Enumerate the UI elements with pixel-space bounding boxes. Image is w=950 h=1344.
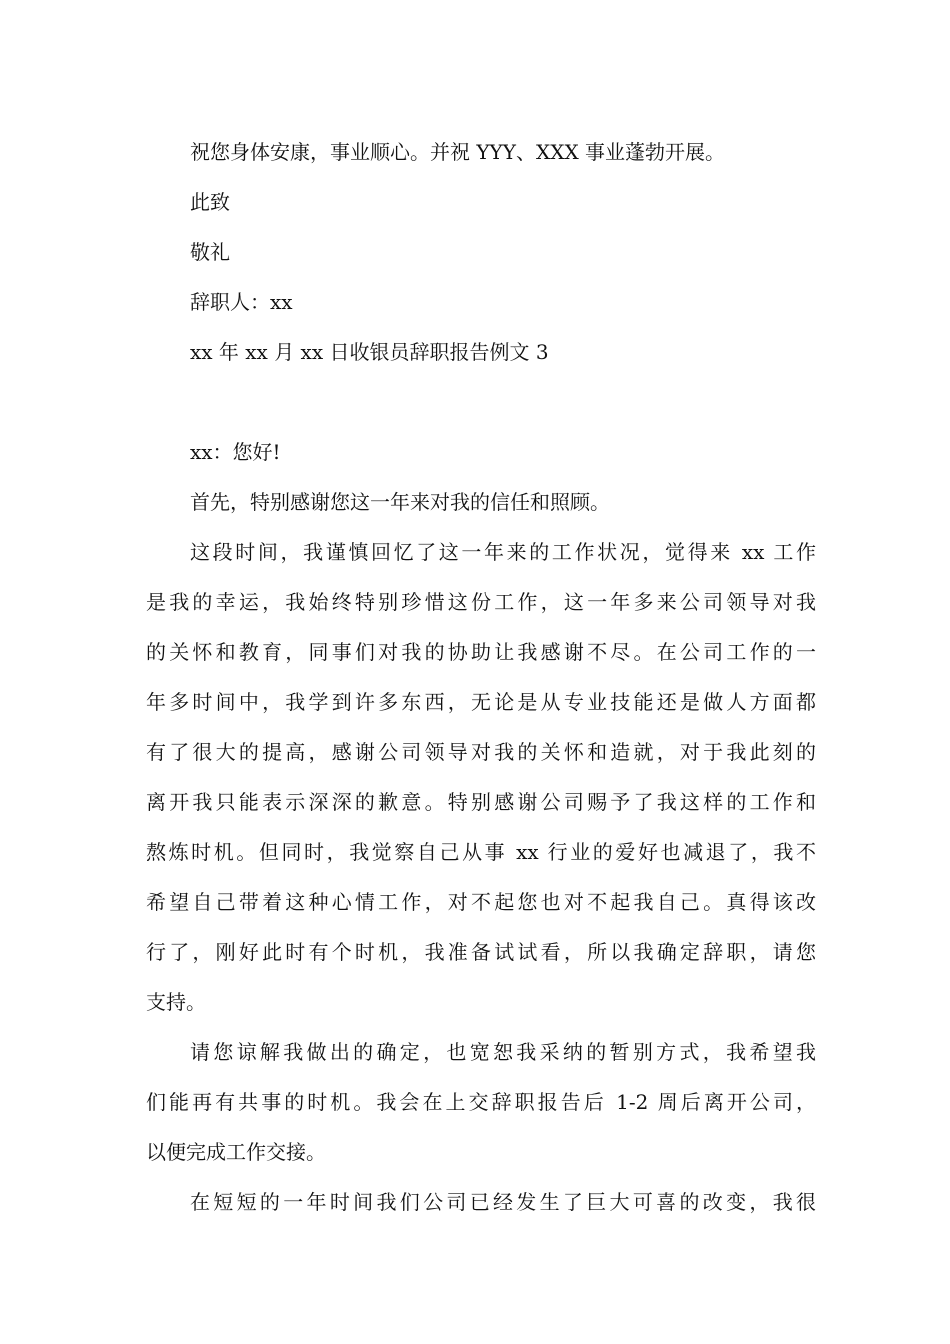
paragraph-2-line: 希望自己带着这种心情工作，对不起您也对不起我自己。真得该改 xyxy=(146,890,816,914)
opening-paragraph: 首先，特别感谢您这一年来对我的信任和照顾。 xyxy=(190,490,610,514)
paragraph-2-line: 支持。 xyxy=(146,990,206,1014)
paragraph-2-line: 行了，刚好此时有个时机，我准备试试看，所以我确定辞职，请您 xyxy=(146,940,816,964)
salutation-cizhi: 此致 xyxy=(190,190,230,214)
paragraph-3-line: 们能再有共事的时机。我会在上交辞职报告后 1-2 周后离开公司， xyxy=(146,1090,816,1114)
paragraph-3-line: 请您谅解我做出的确定，也宽恕我采纳的暂别方式，我希望我 xyxy=(190,1040,816,1064)
paragraph-2-line: 这段时间，我谨慎回忆了这一年来的工作状况，觉得来 xx 工作 xyxy=(190,540,816,564)
salutation-jingli: 敬礼 xyxy=(190,240,230,264)
paragraph-4-line: 在短短的一年时间我们公司已经发生了巨大可喜的改变，我很 xyxy=(190,1190,816,1214)
paragraph-2-line: 年多时间中，我学到许多东西，无论是从专业技能还是做人方面都 xyxy=(146,690,816,714)
date-and-next-title: xx 年 xx 月 xx 日收银员辞职报告例文 3 xyxy=(190,340,549,364)
paragraph-2-line: 的关怀和教育，同事们对我的协助让我感谢不尽。在公司工作的一 xyxy=(146,640,816,664)
paragraph-2-line: 离开我只能表示深深的歉意。特别感谢公司赐予了我这样的工作和 xyxy=(146,790,816,814)
paragraph-2-line: 是我的幸运，我始终特别珍惜这份工作，这一年多来公司领导对我 xyxy=(146,590,816,614)
paragraph-3-line: 以便完成工作交接。 xyxy=(146,1140,326,1164)
resigner-signature: 辞职人：xx xyxy=(190,290,293,314)
paragraph-2-line: 熬炼时机。但同时，我觉察自己从事 xx 行业的爱好也减退了，我不 xyxy=(146,840,816,864)
greeting: xx：您好! xyxy=(190,440,281,464)
paragraph-2-line: 有了很大的提高，感谢公司领导对我的关怀和造就，对于我此刻的 xyxy=(146,740,816,764)
closing-wish: 祝您身体安康，事业顺心。并祝 YYY、XXX 事业蓬勃开展。 xyxy=(190,140,726,164)
